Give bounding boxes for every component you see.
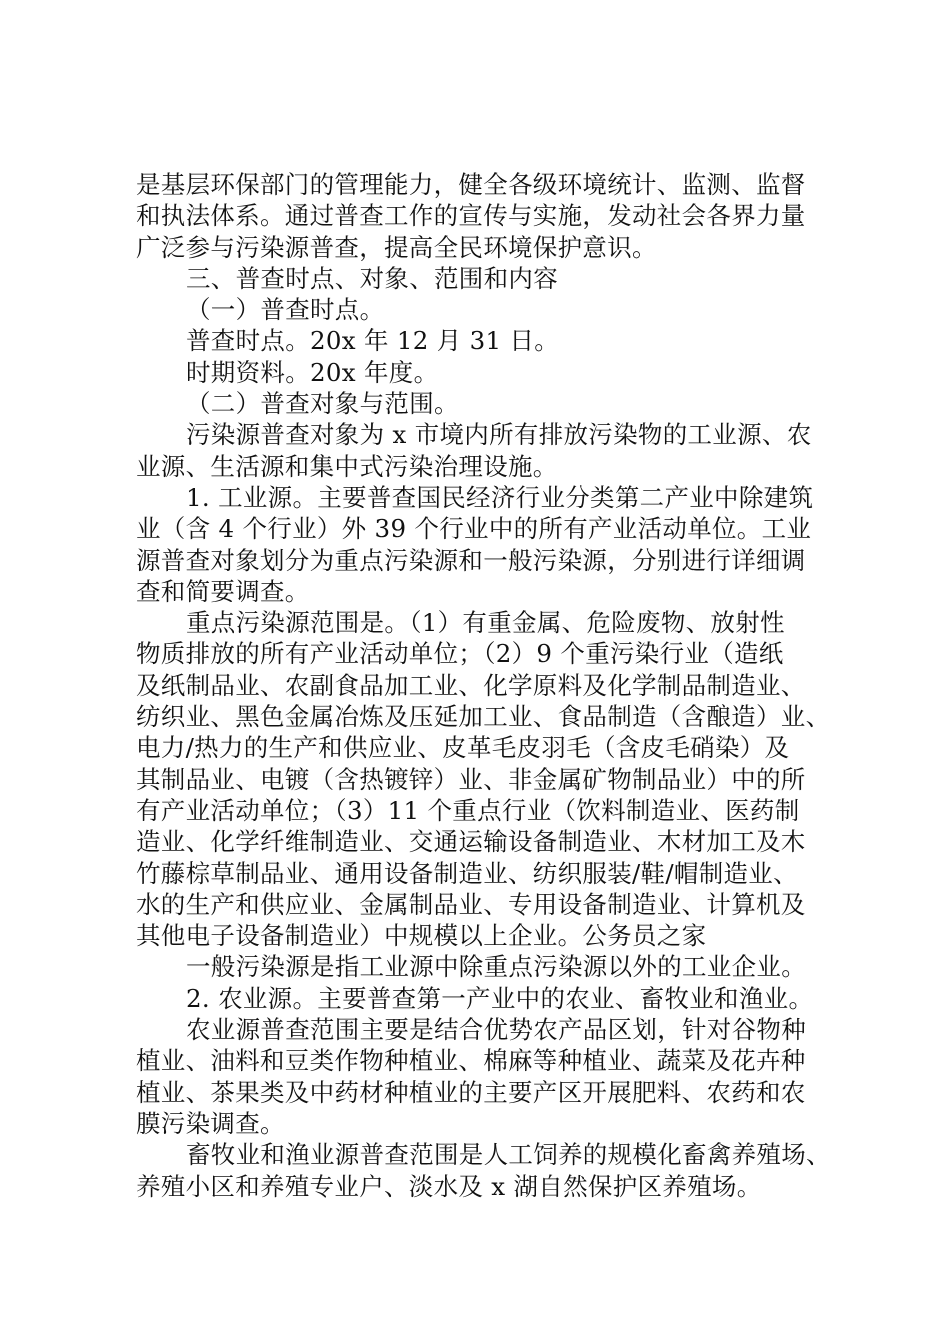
text-line: 膜污染调查。 bbox=[136, 1108, 285, 1138]
text-line: 查和简要调查。 bbox=[136, 576, 310, 606]
text-line: （二）普查对象与范围。 bbox=[186, 389, 459, 419]
text-line: 竹藤棕草制品业、通用设备制造业、纺织服装/鞋/帽制造业、 bbox=[136, 858, 798, 888]
text-line: 植业、油料和豆类作物种植业、棉麻等种植业、蔬菜及花卉种 bbox=[136, 1046, 806, 1076]
text-line: 业源、生活源和集中式污染治理设施。 bbox=[136, 451, 558, 481]
text-line: 广泛参与污染源普查，提高全民环境保护意识。 bbox=[136, 232, 657, 262]
text-line: 有产业活动单位；（3）11 个重点行业（饮料制造业、医药制 bbox=[136, 795, 800, 825]
text-line: 植业、茶果类及中药材种植业的主要产区开展肥料、农药和农 bbox=[136, 1077, 806, 1107]
text-line: 普查时点。20x 年 12 月 31 日。 bbox=[186, 326, 560, 356]
text-line: 电力/热力的生产和供应业、皮革毛皮羽毛（含皮毛硝染）及 bbox=[136, 733, 790, 763]
text-line: 农业源普查范围主要是结合优势农产品区划，针对谷物种 bbox=[186, 1015, 806, 1045]
text-line: 畜牧业和渔业源普查范围是人工饲养的规模化畜禽养殖场、 bbox=[186, 1140, 831, 1170]
text-line: 2. 农业源。主要普查第一产业中的农业、畜牧业和渔业。 bbox=[186, 983, 814, 1013]
text-line: 业（含 4 个行业）外 39 个行业中的所有产业活动单位。工业 bbox=[136, 514, 812, 544]
text-line: 是基层环保部门的管理能力，健全各级环境统计、监测、监督 bbox=[136, 170, 806, 199]
text-line: 污染源普查对象为 x 市境内所有排放污染物的工业源、农 bbox=[186, 420, 812, 450]
text-line: 其制品业、电镀（含热镀锌）业、非金属矿物制品业）中的所 bbox=[136, 764, 806, 794]
text-line: 重点污染源范围是。（1）有重金属、危险废物、放射性 bbox=[186, 608, 785, 638]
text-line: 纺织业、黑色金属冶炼及压延加工业、食品制造（含酿造）业、 bbox=[136, 702, 831, 732]
text-line: 1. 工业源。主要普查国民经济行业分类第二产业中除建筑 bbox=[186, 482, 814, 512]
text-line: 一般污染源是指工业源中除重点污染源以外的工业企业。 bbox=[186, 952, 806, 982]
text-line: 养殖小区和养殖专业户、淡水及 x 湖自然保护区养殖场。 bbox=[136, 1171, 762, 1201]
text-line: 物质排放的所有产业活动单位；（2）9 个重污染行业（造纸 bbox=[136, 639, 784, 669]
text-line: 水的生产和供应业、金属制品业、专用设备制造业、计算机及 bbox=[136, 889, 806, 919]
text-line: 其他电子设备制造业）中规模以上企业。公务员之家 bbox=[136, 921, 707, 951]
text-line: 造业、化学纤维制造业、交通运输设备制造业、木材加工及木 bbox=[136, 827, 806, 857]
text-line: 及纸制品业、农副食品加工业、化学原料及化学制品制造业、 bbox=[136, 670, 806, 700]
document-body bbox=[136, 169, 836, 1202]
text-line: 和执法体系。通过普查工作的宣传与实施，发动社会各界力量 bbox=[136, 201, 806, 231]
text-line: 源普查对象划分为重点污染源和一般污染源，分别进行详细调 bbox=[136, 545, 806, 575]
text-line: （一）普查时点。 bbox=[186, 295, 385, 325]
text-line: 时期资料。20x 年度。 bbox=[186, 357, 439, 387]
text-line: 三、普查时点、对象、范围和内容 bbox=[186, 263, 558, 293]
